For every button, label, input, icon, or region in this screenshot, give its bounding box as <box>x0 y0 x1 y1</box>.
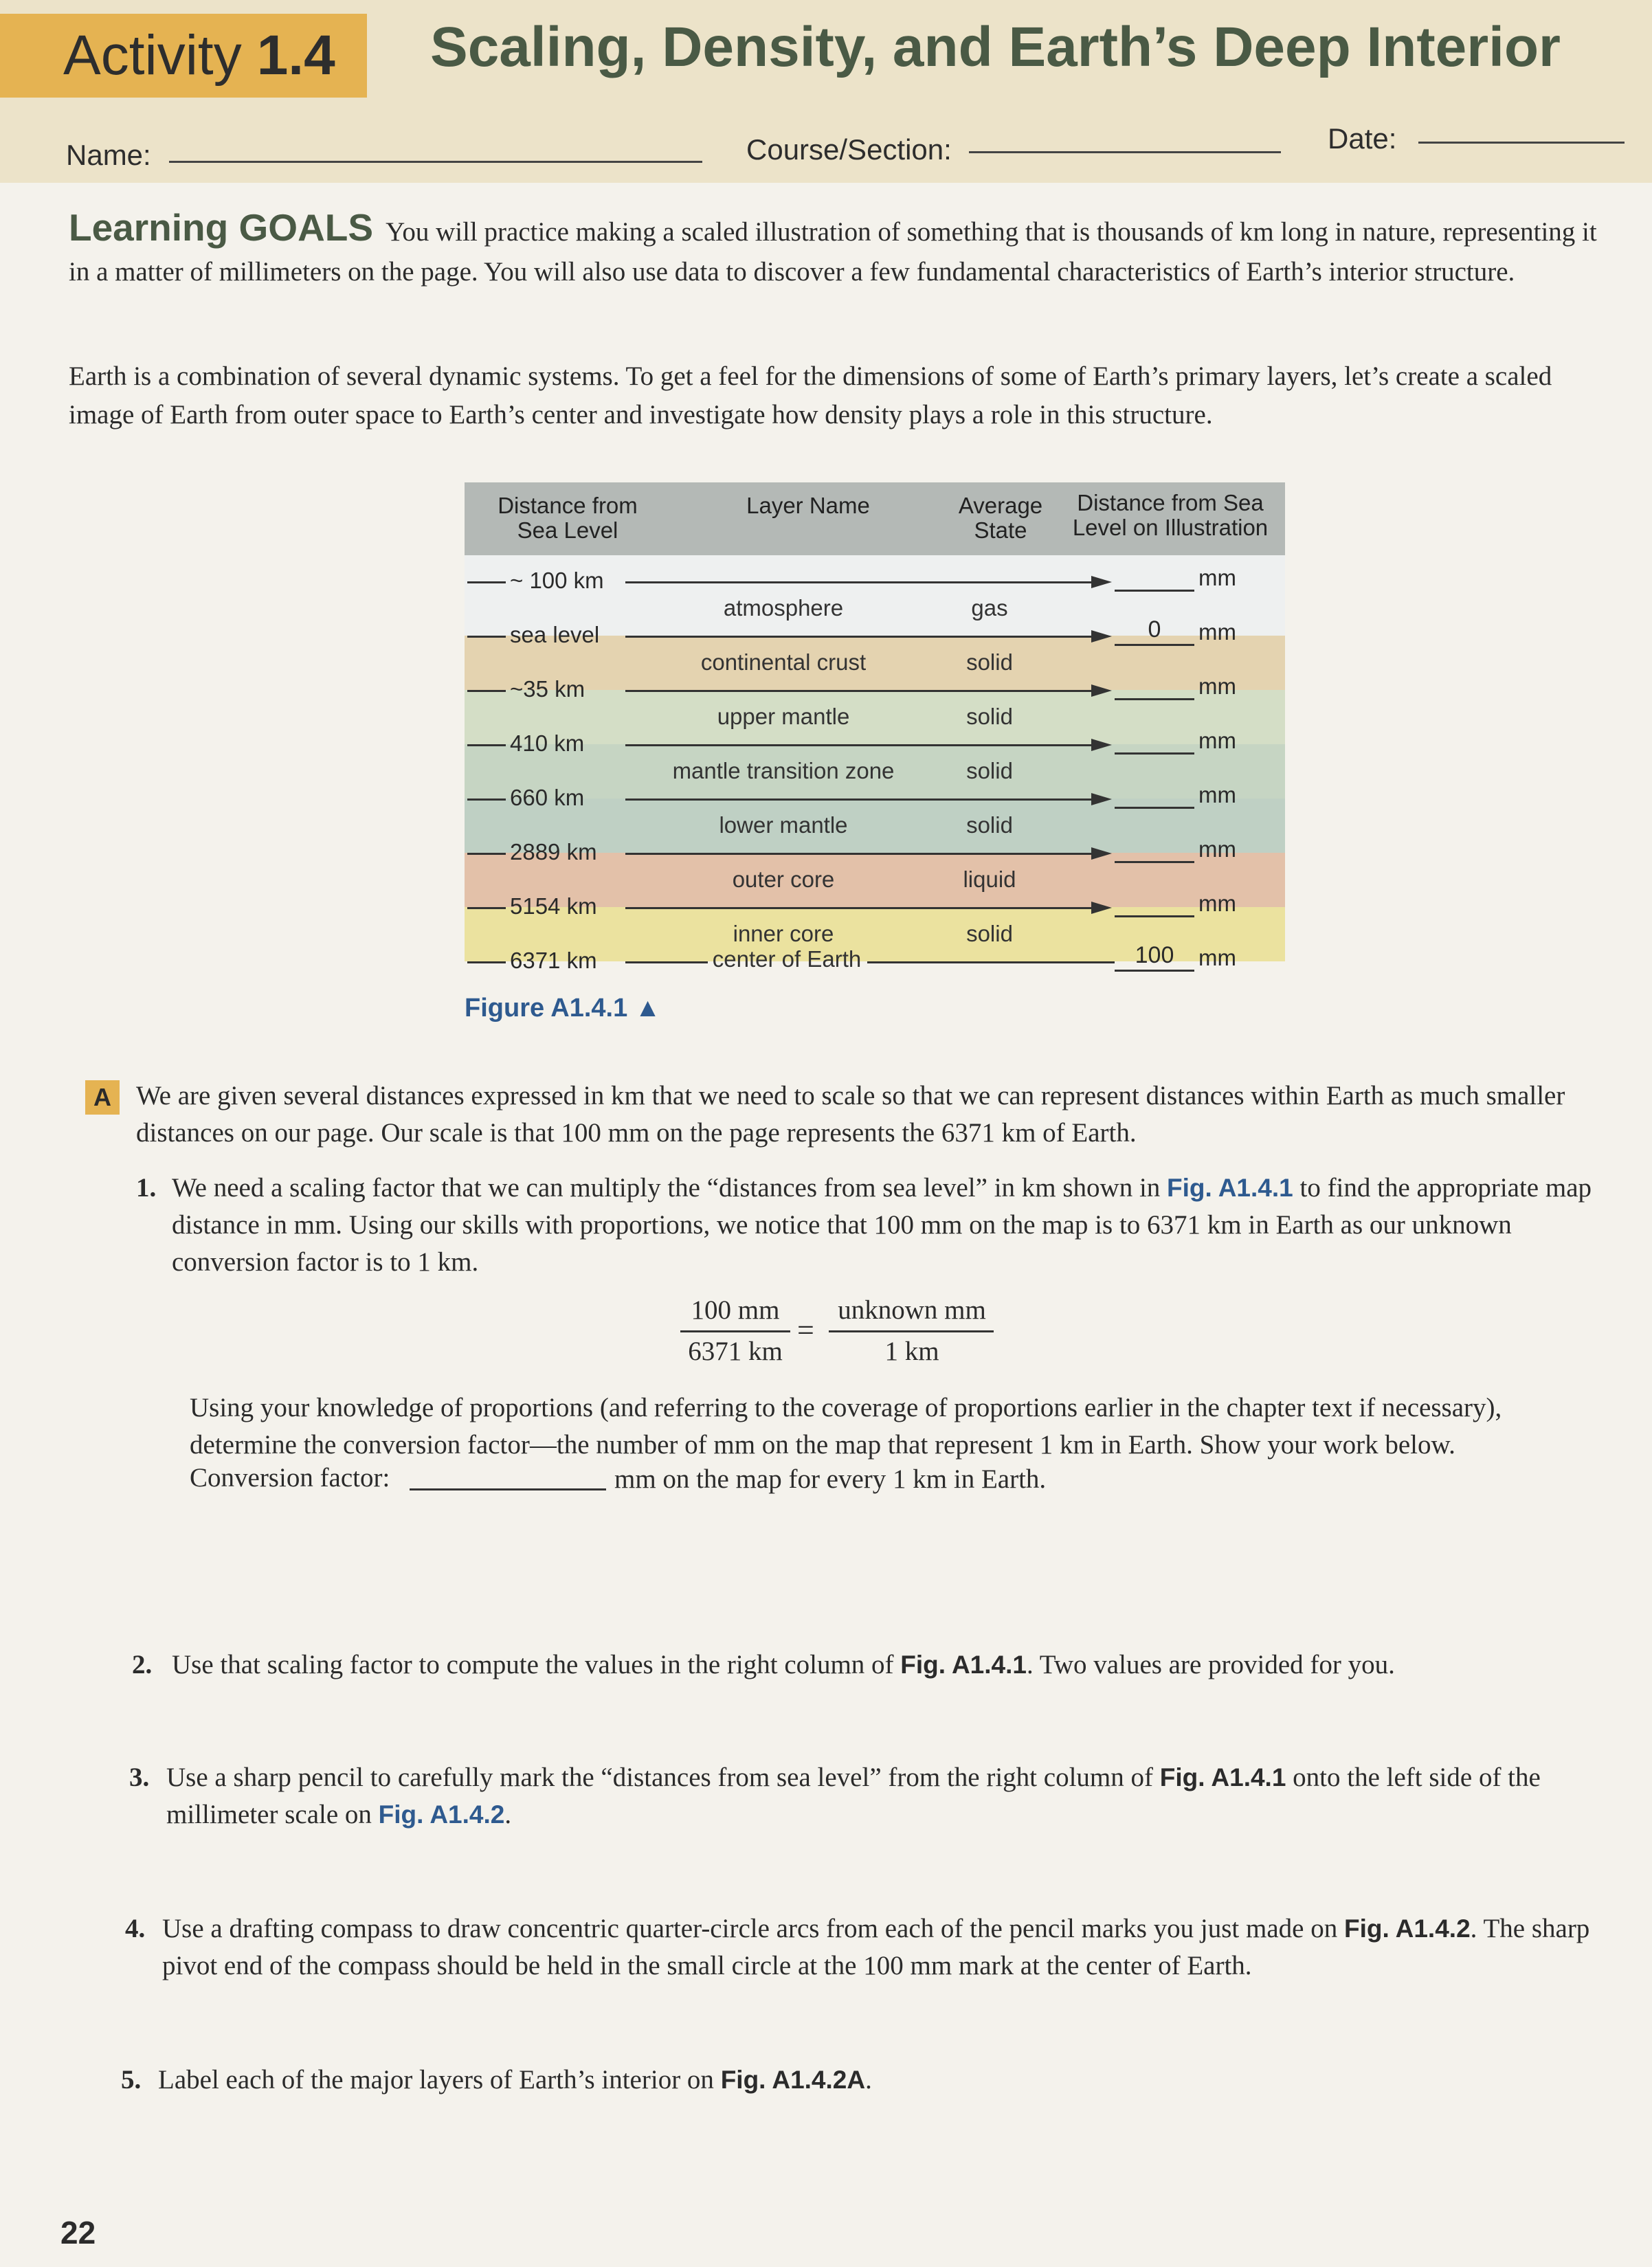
step-2-after: . Two values are provided for you. <box>1026 1650 1395 1679</box>
proportion-instructions: Using your knowledge of proportions (and referring to the coverage of proportions earlier in the chapter text if necessary), determine the conversion factor—the number of mm on the map that represent 1 km in Earth. Show your work below. <box>190 1393 1502 1460</box>
mm-unit-label: mm <box>1198 673 1236 699</box>
layer-name: upper mantle <box>717 703 850 729</box>
course-label: Course/Section: <box>746 133 952 166</box>
boundary-arrow-line <box>625 636 1093 638</box>
step-2-text <box>172 1646 1608 1684</box>
step-2-number: 2. <box>132 1650 153 1679</box>
boundary-arrow-line <box>625 581 1093 583</box>
mm-unit-label: mm <box>1198 836 1236 862</box>
boundary-distance-label: 2889 km <box>510 839 597 864</box>
boundary-arrow-line <box>625 907 1093 909</box>
page-number: 22 <box>60 2215 96 2251</box>
boundary-tick <box>467 581 506 583</box>
conversion-factor-field[interactable] <box>410 1488 606 1490</box>
illustration-mm-field[interactable] <box>1115 807 1194 809</box>
illustration-mm-field[interactable] <box>1115 644 1194 646</box>
step-1-number: 1. <box>136 1173 157 1203</box>
fraction-right-denominator: 1 km <box>884 1337 939 1366</box>
boundary-distance-label: 6371 km <box>510 948 597 973</box>
step-1-figure-ref[interactable]: Fig. A1.4.1 <box>1167 1174 1293 1202</box>
mm-unit-label: mm <box>1198 891 1236 916</box>
arrow-head-icon <box>1091 739 1112 751</box>
layer-state: solid <box>966 920 1013 946</box>
step-3-number: 3. <box>129 1763 150 1792</box>
step-4-after: . The sharp pivot end of the compass should be held in the small circle at the 100 mm mark at the center of Earth. <box>162 1914 1590 1980</box>
layer-name: lower mantle <box>719 812 848 838</box>
activity-label: Activity <box>63 24 242 87</box>
date-label: Date: <box>1328 122 1397 155</box>
illustration-mm-field[interactable] <box>1115 915 1194 917</box>
activity-number: 1.4 <box>256 24 335 87</box>
fraction-left-bar <box>680 1330 790 1332</box>
layer-state: solid <box>966 757 1013 783</box>
layer-state: solid <box>966 703 1013 729</box>
boundary-tick <box>467 799 506 801</box>
mm-unit-label: mm <box>1198 782 1236 807</box>
step-3-text <box>166 1759 1609 1833</box>
figure-table-header <box>465 482 1285 555</box>
boundary-distance-label: ~ 100 km <box>510 568 604 593</box>
activity-title: Scaling, Density, and Earth’s Deep Interior <box>430 16 1561 78</box>
mm-unit-label: mm <box>1198 945 1236 970</box>
conversion-label: Conversion factor: <box>190 1463 390 1493</box>
boundary-tick <box>467 744 506 746</box>
boundary-arrow-line <box>625 853 1093 855</box>
boundary-distance-label: sea level <box>510 622 600 647</box>
layer-name: continental crust <box>700 649 867 675</box>
fraction-left-denominator: 6371 km <box>688 1337 783 1366</box>
goals-text: You will practice making a scaled illustration of something that is thousands of km long in nature, representing it in a matter of millimeters on the page. You will also use data to discover a few fundamental characteristics of Earth’s interior structure. <box>69 217 1597 287</box>
boundary-tick <box>467 961 506 963</box>
fraction-right-bar <box>829 1330 994 1332</box>
boundary-tick <box>467 853 506 855</box>
layer-name: atmosphere <box>723 594 844 621</box>
layer-name: inner core <box>733 920 834 946</box>
section-a-intro: We are given several distances expressed in km that we need to scale so that we can represent distances within Earth as much smaller distances on our page. Our scale is that 100 mm on the page represents the 6371 km of Earth. <box>136 1081 1565 1148</box>
boundary-distance-label: 660 km <box>510 785 585 810</box>
illustration-mm-field[interactable] <box>1115 590 1194 592</box>
name-label: Name: <box>66 139 151 171</box>
fraction-right-numerator: unknown mm <box>838 1295 986 1325</box>
arrow-head-icon <box>1091 630 1112 643</box>
fraction-left-numerator: 100 mm <box>691 1295 780 1325</box>
boundary-tick <box>467 636 506 638</box>
boundary-tick <box>467 690 506 692</box>
layer-state: solid <box>966 649 1013 675</box>
fraction-equals: = <box>797 1313 814 1347</box>
illustration-mm-value: 0 <box>1148 616 1161 643</box>
arrow-head-icon <box>1091 576 1112 588</box>
step-5-before: Label each of the major layers of Earth’s interior on <box>158 2065 714 2095</box>
center-line-right <box>867 961 1115 963</box>
illustration-mm-field[interactable] <box>1115 861 1194 863</box>
mm-unit-label: mm <box>1198 728 1236 753</box>
illustration-mm-field[interactable] <box>1115 698 1194 700</box>
step-2-figure-ref[interactable]: Fig. A1.4.1 <box>900 1651 1027 1679</box>
step-4-number: 4. <box>125 1914 146 1943</box>
mm-unit-label: mm <box>1198 565 1236 590</box>
center-line-left <box>625 961 708 963</box>
boundary-arrow-line <box>625 799 1093 801</box>
step-4-before: Use a drafting compass to draw concentric quarter-circle arcs from each of the pencil marks you just made on <box>162 1914 1338 1943</box>
col-illustration-header: Distance from Sea Level on Illustration <box>1072 490 1269 540</box>
activity-tab <box>0 14 367 98</box>
col-state-header: Average State <box>958 493 1043 543</box>
boundary-arrow-line <box>625 690 1093 692</box>
step-1-after: to find the appropriate map distance in mm. Using our skills with proportions, we notice that 100 mm on the map is to 6371 km in Earth as our unknown conversion factor is to 1 km. <box>172 1173 1592 1277</box>
step-5-figure-ref[interactable]: Fig. A1.4.2A <box>720 2066 866 2094</box>
illustration-mm-field[interactable] <box>1115 970 1194 972</box>
boundary-arrow-line <box>625 744 1093 746</box>
arrow-head-icon <box>1091 902 1112 914</box>
goals-heading: Learning GOALS <box>69 206 374 249</box>
step-5-text <box>158 2062 1601 2099</box>
illustration-mm-value: 100 <box>1135 942 1174 968</box>
intro-paragraph: Earth is a combination of several dynamic systems. To get a feel for the dimensions of some of Earth’s primary layers, let’s create a scaled image of Earth from outer space to Earth’s center and investigate how density plays a role in this structure. <box>69 361 1552 429</box>
step-3-figure-ref-1[interactable]: Fig. A1.4.1 <box>1159 1763 1286 1791</box>
date-field[interactable] <box>1418 142 1625 144</box>
step-1-text <box>172 1170 1608 1281</box>
arrow-head-icon <box>1091 847 1112 860</box>
section-a-badge: A <box>85 1080 120 1115</box>
step-3-after: . <box>504 1800 512 1829</box>
layer-state: solid <box>966 812 1013 838</box>
step-3-middle: onto the left side of the millimeter scale on <box>166 1763 1541 1829</box>
step-5-after: . <box>865 2065 872 2095</box>
step-3-figure-ref-2[interactable]: Fig. A1.4.2 <box>378 1800 505 1829</box>
arrow-head-icon <box>1091 684 1112 697</box>
boundary-tick <box>467 907 506 909</box>
boundary-distance-label: 5154 km <box>510 893 597 919</box>
course-field[interactable] <box>969 151 1281 153</box>
mm-unit-label: mm <box>1198 619 1236 645</box>
step-4-figure-ref[interactable]: Fig. A1.4.2 <box>1343 1914 1471 1943</box>
boundary-distance-label: 410 km <box>510 730 585 756</box>
step-5-number: 5. <box>121 2065 142 2095</box>
col-distance-header: Distance from Sea Level <box>498 493 638 543</box>
step-4-text <box>162 1910 1605 1985</box>
col-layer-header: Layer Name <box>746 493 870 518</box>
boundary-distance-label: ~35 km <box>510 676 585 702</box>
layer-state: liquid <box>963 866 1016 892</box>
step-1-before: We need a scaling factor that we can multiply the “distances from sea level” in km shown in <box>172 1173 1161 1203</box>
illustration-mm-field[interactable] <box>1115 752 1194 755</box>
layer-name: mantle transition zone <box>672 757 895 783</box>
layer-state: gas <box>971 594 1008 621</box>
arrow-head-icon <box>1091 793 1112 805</box>
learning-goals <box>69 208 1615 292</box>
step-2-before: Use that scaling factor to compute the values in the right column of <box>172 1650 894 1679</box>
conversion-suffix: mm on the map for every 1 km in Earth. <box>614 1464 1047 1494</box>
center-of-earth-label: center of Earth <box>712 946 862 972</box>
figure-caption: Figure A1.4.1 ▲ <box>465 994 661 1023</box>
step-3-before: Use a sharp pencil to carefully mark the “distances from sea level” from the right column of <box>166 1763 1153 1792</box>
layer-name: outer core <box>732 866 835 892</box>
name-field[interactable] <box>169 161 702 163</box>
